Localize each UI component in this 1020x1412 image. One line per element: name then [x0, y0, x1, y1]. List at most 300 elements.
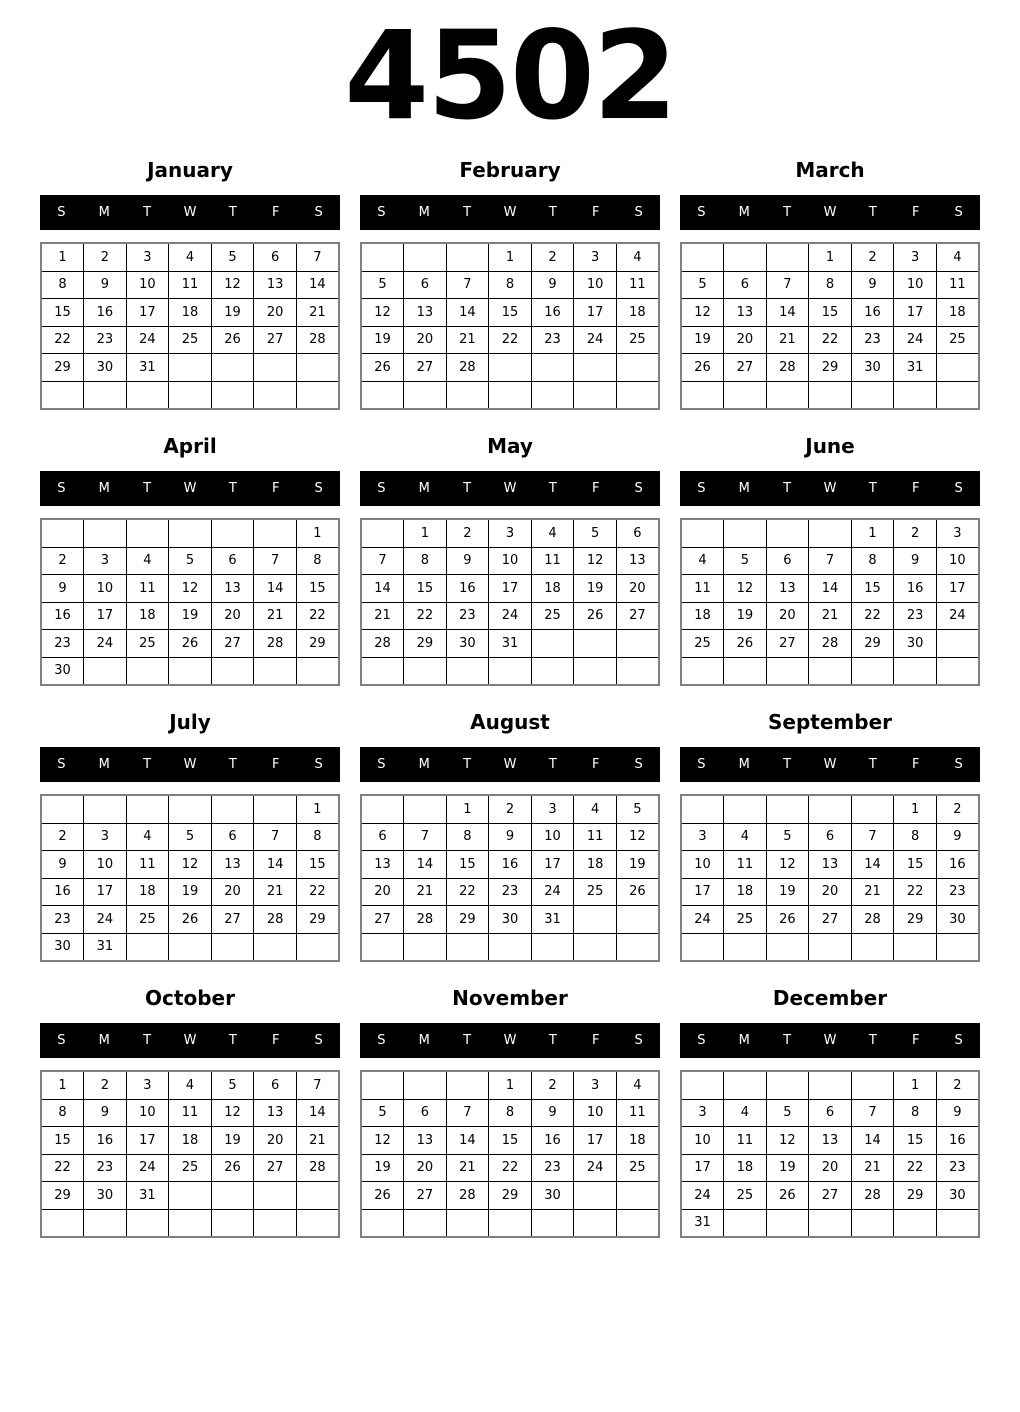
day-cell: 8: [296, 547, 339, 575]
weekday-label: W: [823, 481, 837, 496]
day-cell: 29: [894, 906, 937, 934]
day-cell: 19: [766, 878, 809, 906]
empty-day-cell: [489, 1209, 532, 1237]
week-row: [41, 299, 339, 327]
day-cell: 22: [809, 326, 852, 354]
empty-day-cell: [126, 795, 169, 823]
day-cell: 9: [936, 1099, 979, 1127]
day-cell: 23: [41, 630, 84, 658]
day-cell: 4: [169, 243, 212, 271]
empty-day-cell: [404, 933, 447, 961]
day-cell: 22: [41, 1154, 84, 1182]
weekday-header-bar: [680, 1023, 980, 1058]
empty-day-cell: [574, 933, 617, 961]
week-row: [681, 1099, 979, 1127]
day-cell: 13: [404, 1127, 447, 1155]
day-cell: 31: [126, 354, 169, 382]
day-cell: 6: [254, 1071, 297, 1099]
empty-day-cell: [681, 933, 724, 961]
empty-day-cell: [169, 795, 212, 823]
empty-day-cell: [446, 1209, 489, 1237]
day-cell: 7: [809, 547, 852, 575]
empty-day-cell: [361, 243, 404, 271]
day-cell: 5: [361, 1099, 404, 1127]
month-section-february: [360, 158, 660, 410]
empty-day-cell: [404, 657, 447, 685]
month-title: December: [772, 986, 888, 1010]
week-row: [361, 1099, 659, 1127]
month-grid: [40, 794, 340, 962]
weekday-label: S: [314, 205, 323, 220]
month-title: October: [145, 986, 235, 1010]
week-row: [681, 575, 979, 603]
week-row: [41, 602, 339, 630]
weekday-label: T: [783, 757, 792, 772]
day-cell: 11: [724, 851, 767, 879]
day-cell: 22: [446, 878, 489, 906]
day-cell: 7: [851, 823, 894, 851]
day-cell: 14: [851, 851, 894, 879]
day-cell: 29: [894, 1182, 937, 1210]
month-title: November: [452, 986, 568, 1010]
day-cell: 30: [489, 906, 532, 934]
day-cell: 13: [809, 851, 852, 879]
day-cell: 20: [616, 575, 659, 603]
day-cell: 5: [169, 547, 212, 575]
day-cell: 22: [489, 1154, 532, 1182]
day-cell: 23: [84, 326, 127, 354]
day-cell: 30: [41, 657, 84, 685]
weekday-label: S: [314, 757, 323, 772]
day-cell: 17: [681, 878, 724, 906]
weekday-label: F: [271, 205, 280, 220]
month-grid: [360, 518, 660, 686]
week-row: [361, 575, 659, 603]
day-cell: 19: [211, 299, 254, 327]
day-cell: 20: [809, 878, 852, 906]
day-cell: 10: [126, 271, 169, 299]
empty-day-cell: [531, 933, 574, 961]
day-cell: 12: [574, 547, 617, 575]
day-cell: 26: [681, 354, 724, 382]
weekday-label: M: [418, 481, 430, 496]
empty-day-cell: [766, 519, 809, 547]
month-section-may: [360, 434, 660, 686]
day-cell: 2: [84, 1071, 127, 1099]
day-cell: 27: [616, 602, 659, 630]
week-row: [681, 823, 979, 851]
empty-day-cell: [361, 381, 404, 409]
week-row: [41, 243, 339, 271]
empty-day-cell: [254, 795, 297, 823]
day-cell: 3: [126, 243, 169, 271]
empty-day-cell: [126, 381, 169, 409]
week-row: [361, 906, 659, 934]
empty-day-cell: [809, 933, 852, 961]
empty-day-cell: [489, 381, 532, 409]
week-row: [681, 1209, 979, 1237]
day-cell: 28: [851, 906, 894, 934]
day-cell: 16: [41, 878, 84, 906]
weekday-label: W: [503, 481, 517, 496]
empty-day-cell: [41, 519, 84, 547]
week-row: [681, 657, 979, 685]
weekday-label: F: [271, 757, 280, 772]
day-cell: 30: [41, 933, 84, 961]
weekday-label: T: [143, 481, 152, 496]
day-cell: 27: [254, 326, 297, 354]
empty-day-cell: [211, 1182, 254, 1210]
week-row: [41, 1182, 339, 1210]
day-cell: 13: [254, 271, 297, 299]
weekday-label: S: [634, 757, 643, 772]
day-cell: 29: [41, 1182, 84, 1210]
week-row: [41, 547, 339, 575]
day-cell: 10: [936, 547, 979, 575]
day-cell: 16: [894, 575, 937, 603]
empty-day-cell: [681, 381, 724, 409]
day-cell: 16: [936, 851, 979, 879]
day-cell: 15: [41, 299, 84, 327]
day-cell: 19: [616, 851, 659, 879]
week-row: [41, 519, 339, 547]
empty-day-cell: [724, 1209, 767, 1237]
day-cell: 4: [169, 1071, 212, 1099]
weekday-label: S: [954, 1033, 963, 1048]
day-cell: 3: [936, 519, 979, 547]
day-cell: 20: [404, 326, 447, 354]
empty-day-cell: [531, 354, 574, 382]
day-cell: 1: [894, 795, 937, 823]
day-cell: 14: [296, 1099, 339, 1127]
day-cell: 14: [296, 271, 339, 299]
day-cell: 1: [894, 1071, 937, 1099]
empty-day-cell: [211, 354, 254, 382]
day-cell: 8: [404, 547, 447, 575]
day-cell: 18: [616, 299, 659, 327]
day-cell: 19: [681, 326, 724, 354]
day-cell: 8: [41, 1099, 84, 1127]
day-cell: 24: [574, 1154, 617, 1182]
week-row: [681, 299, 979, 327]
empty-day-cell: [616, 381, 659, 409]
week-row: [361, 657, 659, 685]
week-row: [41, 933, 339, 961]
empty-day-cell: [254, 1182, 297, 1210]
day-cell: 7: [446, 271, 489, 299]
day-cell: 5: [211, 1071, 254, 1099]
day-cell: 23: [531, 326, 574, 354]
day-cell: 20: [404, 1154, 447, 1182]
day-cell: 21: [809, 602, 852, 630]
day-cell: 29: [41, 354, 84, 382]
day-cell: 24: [489, 602, 532, 630]
empty-day-cell: [361, 795, 404, 823]
weekday-label: W: [503, 1033, 517, 1048]
day-cell: 16: [531, 1127, 574, 1155]
weekday-label: W: [503, 205, 517, 220]
day-cell: 29: [809, 354, 852, 382]
empty-day-cell: [851, 381, 894, 409]
empty-day-cell: [574, 354, 617, 382]
day-cell: 24: [84, 906, 127, 934]
day-cell: 26: [766, 1182, 809, 1210]
empty-day-cell: [404, 795, 447, 823]
day-cell: 26: [361, 354, 404, 382]
weekday-label: S: [57, 205, 66, 220]
week-row: [41, 823, 339, 851]
weekday-label: M: [418, 1033, 430, 1048]
weekday-header-bar: [680, 471, 980, 506]
weekday-label: T: [463, 1033, 472, 1048]
empty-day-cell: [254, 657, 297, 685]
day-cell: 12: [681, 299, 724, 327]
day-cell: 17: [84, 602, 127, 630]
week-row: [361, 851, 659, 879]
day-cell: 12: [766, 851, 809, 879]
weekday-label: T: [868, 757, 877, 772]
weekday-header-bar: [40, 1023, 340, 1058]
day-cell: 5: [616, 795, 659, 823]
weekday-label: S: [377, 481, 386, 496]
weekday-label: F: [591, 757, 600, 772]
day-cell: 4: [531, 519, 574, 547]
day-cell: 21: [446, 1154, 489, 1182]
month-title: January: [147, 158, 233, 182]
empty-day-cell: [296, 933, 339, 961]
day-cell: 10: [84, 851, 127, 879]
weekday-header-bar: [680, 195, 980, 230]
day-cell: 15: [809, 299, 852, 327]
day-cell: 7: [404, 823, 447, 851]
day-cell: 4: [616, 243, 659, 271]
weekday-label: S: [954, 481, 963, 496]
week-row: [41, 381, 339, 409]
month-grid: [680, 518, 980, 686]
day-cell: 10: [489, 547, 532, 575]
weekday-label: M: [738, 205, 750, 220]
day-cell: 15: [41, 1127, 84, 1155]
day-cell: 13: [254, 1099, 297, 1127]
day-cell: 25: [724, 906, 767, 934]
week-row: [361, 933, 659, 961]
day-cell: 5: [681, 271, 724, 299]
day-cell: 16: [936, 1127, 979, 1155]
weekday-label: T: [548, 481, 557, 496]
weekday-label: S: [697, 205, 706, 220]
weekday-label: T: [548, 1033, 557, 1048]
day-cell: 24: [681, 1182, 724, 1210]
empty-day-cell: [211, 933, 254, 961]
day-cell: 8: [894, 823, 937, 851]
week-row: [681, 519, 979, 547]
weekday-label: W: [823, 205, 837, 220]
empty-day-cell: [531, 1209, 574, 1237]
day-cell: 21: [296, 1127, 339, 1155]
day-cell: 5: [211, 243, 254, 271]
day-cell: 8: [41, 271, 84, 299]
weekday-label: T: [143, 205, 152, 220]
day-cell: 30: [84, 354, 127, 382]
day-cell: 22: [489, 326, 532, 354]
day-cell: 26: [616, 878, 659, 906]
day-cell: 19: [766, 1154, 809, 1182]
day-cell: 1: [41, 243, 84, 271]
day-cell: 24: [531, 878, 574, 906]
day-cell: 22: [296, 602, 339, 630]
empty-day-cell: [296, 657, 339, 685]
day-cell: 25: [531, 602, 574, 630]
empty-day-cell: [574, 1182, 617, 1210]
day-cell: 16: [489, 851, 532, 879]
empty-day-cell: [446, 933, 489, 961]
empty-day-cell: [41, 381, 84, 409]
week-row: [361, 326, 659, 354]
week-row: [681, 1182, 979, 1210]
day-cell: 15: [894, 851, 937, 879]
empty-day-cell: [809, 381, 852, 409]
day-cell: 4: [724, 1099, 767, 1127]
day-cell: 24: [574, 326, 617, 354]
day-cell: 22: [296, 878, 339, 906]
weekday-label: T: [868, 205, 877, 220]
day-cell: 10: [126, 1099, 169, 1127]
empty-day-cell: [489, 354, 532, 382]
day-cell: 27: [809, 906, 852, 934]
weekday-label: T: [783, 205, 792, 220]
empty-day-cell: [681, 1071, 724, 1099]
weekday-label: W: [183, 757, 197, 772]
day-cell: 27: [766, 630, 809, 658]
empty-day-cell: [724, 933, 767, 961]
weekday-label: S: [377, 1033, 386, 1048]
weekday-label: M: [738, 1033, 750, 1048]
day-cell: 4: [724, 823, 767, 851]
weekday-header-bar: [40, 195, 340, 230]
week-row: [681, 547, 979, 575]
day-cell: 2: [936, 1071, 979, 1099]
day-cell: 31: [126, 1182, 169, 1210]
empty-day-cell: [169, 381, 212, 409]
empty-day-cell: [126, 933, 169, 961]
day-cell: 18: [126, 602, 169, 630]
week-row: [41, 1209, 339, 1237]
day-cell: 2: [446, 519, 489, 547]
day-cell: 15: [894, 1127, 937, 1155]
day-cell: 9: [894, 547, 937, 575]
weekday-label: S: [377, 757, 386, 772]
day-cell: 23: [936, 1154, 979, 1182]
day-cell: 12: [169, 575, 212, 603]
month-section-april: [40, 434, 340, 686]
empty-day-cell: [766, 657, 809, 685]
empty-day-cell: [296, 381, 339, 409]
day-cell: 16: [41, 602, 84, 630]
day-cell: 14: [851, 1127, 894, 1155]
empty-day-cell: [531, 381, 574, 409]
month-title: July: [169, 710, 211, 734]
day-cell: 11: [616, 1099, 659, 1127]
empty-day-cell: [489, 657, 532, 685]
empty-day-cell: [169, 1182, 212, 1210]
day-cell: 30: [851, 354, 894, 382]
day-cell: 15: [489, 299, 532, 327]
day-cell: 5: [361, 271, 404, 299]
weekday-label: T: [228, 1033, 237, 1048]
empty-day-cell: [254, 1209, 297, 1237]
empty-day-cell: [766, 1209, 809, 1237]
empty-day-cell: [809, 1071, 852, 1099]
empty-day-cell: [766, 381, 809, 409]
day-cell: 28: [361, 630, 404, 658]
day-cell: 6: [404, 271, 447, 299]
day-cell: 21: [766, 326, 809, 354]
empty-day-cell: [446, 243, 489, 271]
weekday-label: M: [98, 205, 110, 220]
empty-day-cell: [211, 795, 254, 823]
empty-day-cell: [766, 1071, 809, 1099]
day-cell: 27: [254, 1154, 297, 1182]
empty-day-cell: [84, 381, 127, 409]
day-cell: 7: [766, 271, 809, 299]
day-cell: 2: [531, 243, 574, 271]
day-cell: 28: [766, 354, 809, 382]
month-grid: [40, 1070, 340, 1238]
empty-day-cell: [254, 354, 297, 382]
day-cell: 6: [211, 547, 254, 575]
day-cell: 18: [936, 299, 979, 327]
day-cell: 5: [169, 823, 212, 851]
empty-day-cell: [616, 657, 659, 685]
empty-day-cell: [616, 630, 659, 658]
empty-day-cell: [936, 354, 979, 382]
day-cell: 16: [531, 299, 574, 327]
day-cell: 1: [404, 519, 447, 547]
day-cell: 20: [254, 1127, 297, 1155]
empty-day-cell: [361, 657, 404, 685]
day-cell: 26: [169, 906, 212, 934]
day-cell: 13: [211, 851, 254, 879]
day-cell: 4: [126, 547, 169, 575]
week-row: [681, 602, 979, 630]
weekday-header-bar: [680, 747, 980, 782]
weekday-label: T: [463, 205, 472, 220]
day-cell: 24: [126, 326, 169, 354]
empty-day-cell: [169, 519, 212, 547]
day-cell: 28: [296, 326, 339, 354]
month-grid: [40, 242, 340, 410]
day-cell: 27: [404, 1182, 447, 1210]
empty-day-cell: [616, 906, 659, 934]
day-cell: 22: [851, 602, 894, 630]
month-title: September: [768, 710, 892, 734]
day-cell: 14: [254, 851, 297, 879]
day-cell: 30: [894, 630, 937, 658]
week-row: [681, 878, 979, 906]
day-cell: 18: [616, 1127, 659, 1155]
empty-day-cell: [616, 933, 659, 961]
day-cell: 7: [446, 1099, 489, 1127]
weekday-label: M: [98, 757, 110, 772]
weekday-label: S: [57, 1033, 66, 1048]
day-cell: 4: [616, 1071, 659, 1099]
day-cell: 24: [84, 630, 127, 658]
day-cell: 11: [531, 547, 574, 575]
day-cell: 11: [936, 271, 979, 299]
day-cell: 9: [851, 271, 894, 299]
day-cell: 3: [574, 243, 617, 271]
day-cell: 25: [169, 1154, 212, 1182]
